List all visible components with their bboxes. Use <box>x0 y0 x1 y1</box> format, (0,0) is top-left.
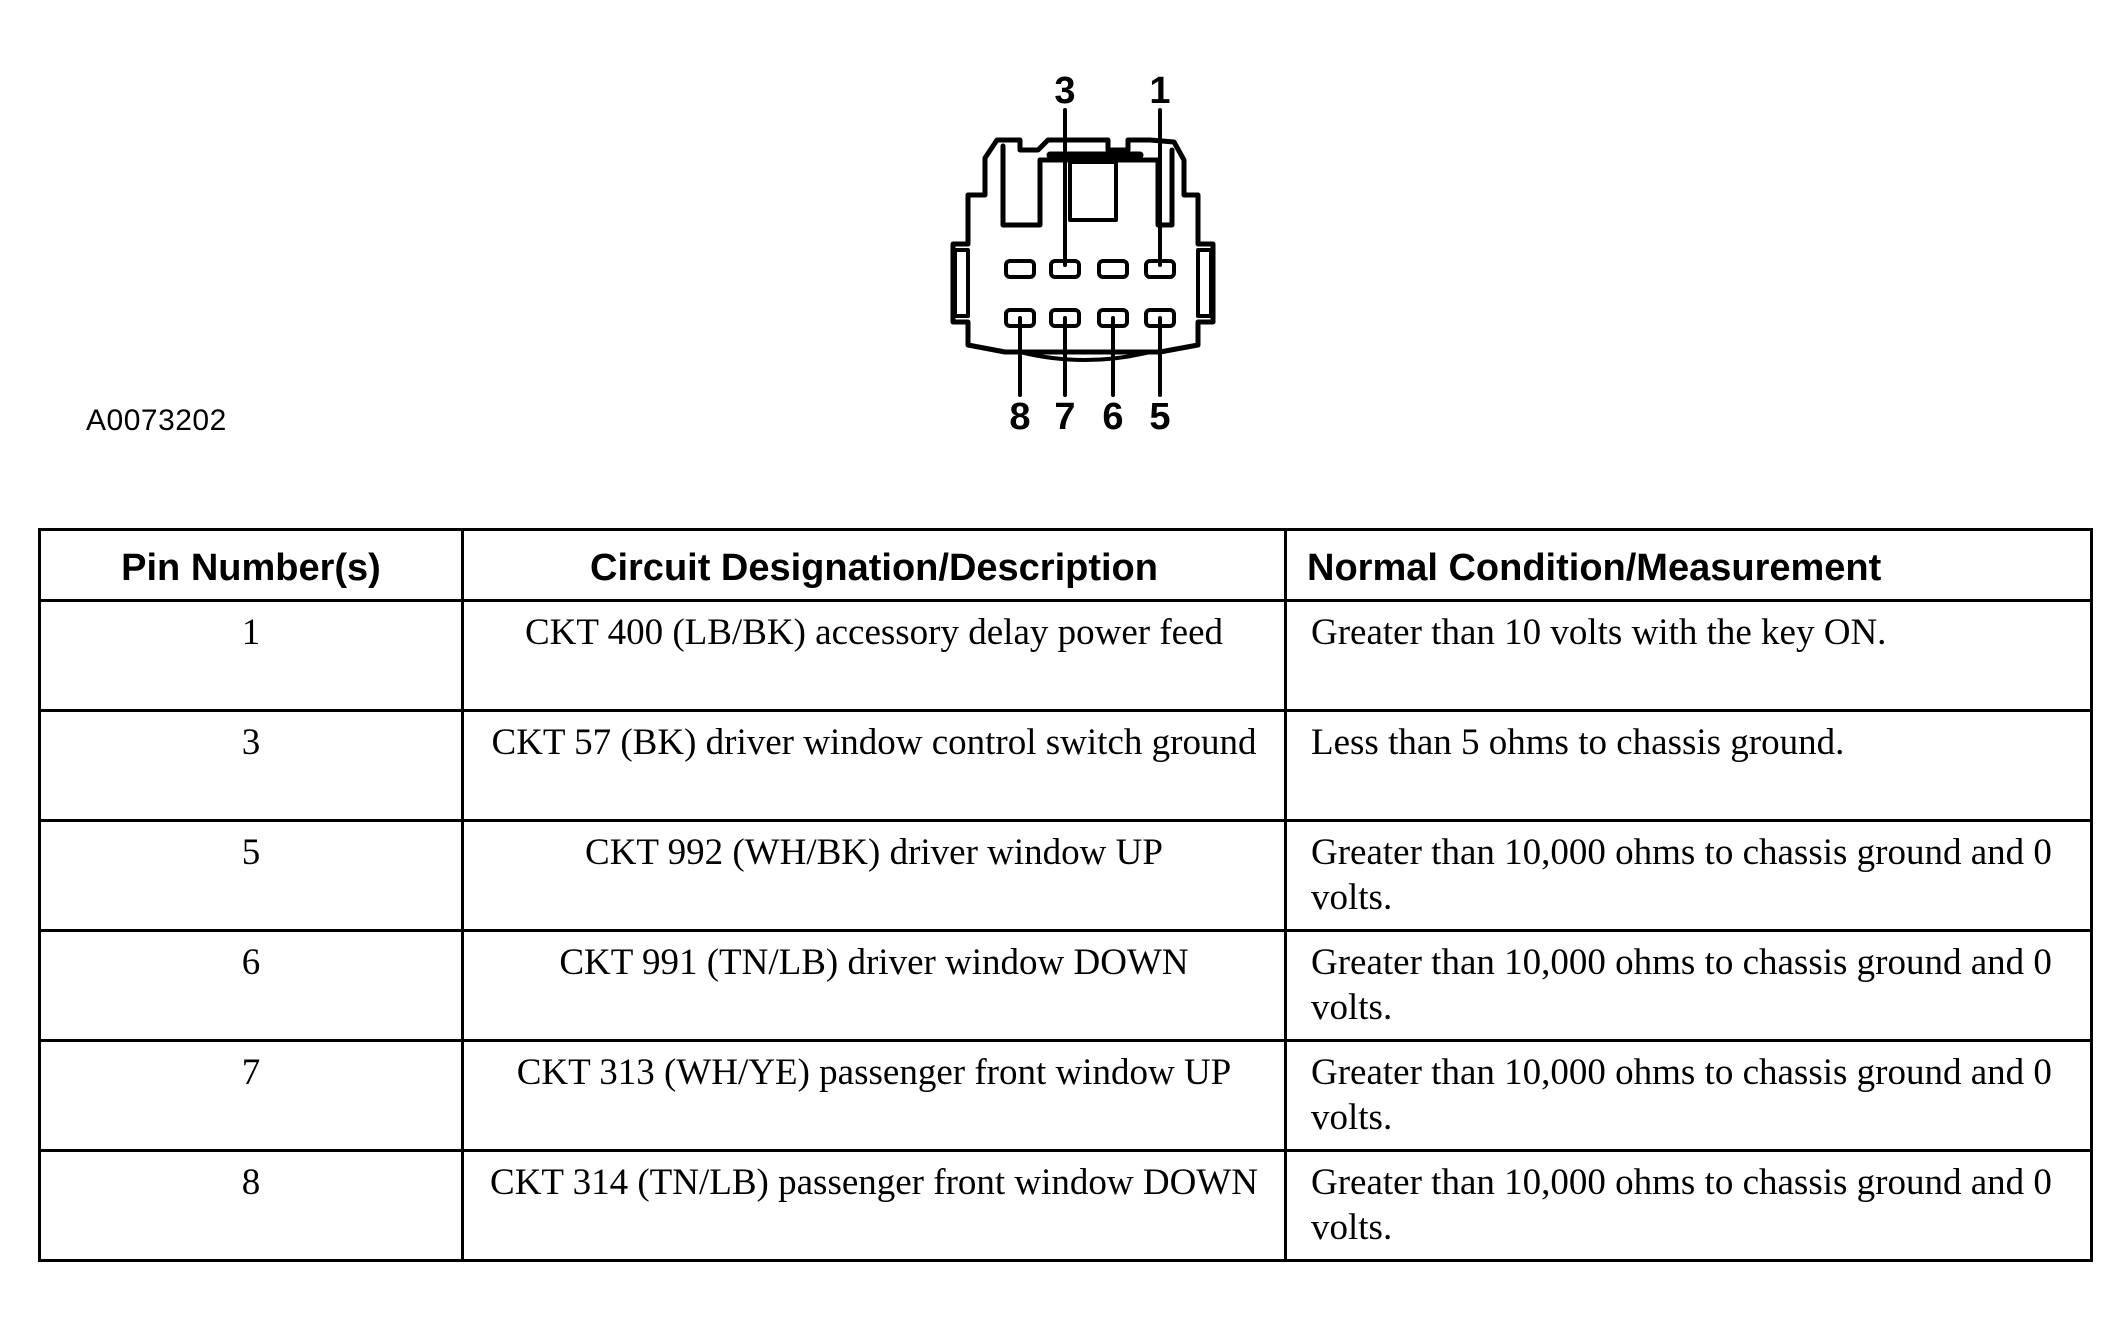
cell-description: CKT 57 (BK) driver window control switch ground <box>463 711 1286 821</box>
cavity-4 <box>1006 261 1034 277</box>
cell-pin: 3 <box>40 711 463 821</box>
right-lock-tab <box>1198 250 1211 316</box>
cell-pin: 8 <box>40 1151 463 1261</box>
pin-label-7: 7 <box>1054 396 1076 438</box>
cell-pin: 7 <box>40 1041 463 1151</box>
cell-measurement: Greater than 10,000 ohms to chassis ground and 0 volts. <box>1286 821 2092 931</box>
table-header-row <box>40 530 2092 601</box>
cell-measurement: Greater than 10 volts with the key ON. <box>1286 601 2092 711</box>
cell-measurement: Greater than 10,000 ohms to chassis ground and 0 volts. <box>1286 1151 2092 1261</box>
cell-pin: 6 <box>40 931 463 1041</box>
pin-label-5: 5 <box>1149 396 1171 438</box>
cavity-2 <box>1099 261 1127 277</box>
cell-description: CKT 991 (TN/LB) driver window DOWN <box>463 931 1286 1041</box>
cell-description: CKT 400 (LB/BK) accessory delay power feed <box>463 601 1286 711</box>
table-row <box>40 711 2092 821</box>
cell-description: CKT 314 (TN/LB) passenger front window DOWN <box>463 1151 1286 1261</box>
cell-pin: 1 <box>40 601 463 711</box>
table-row <box>40 1041 2092 1151</box>
table-row <box>40 1151 2092 1261</box>
table-row <box>40 821 2092 931</box>
header-circuit-description: Circuit Designation/Description <box>463 530 1286 601</box>
table-row <box>40 601 2092 711</box>
cell-measurement: Less than 5 ohms to chassis ground. <box>1286 711 2092 821</box>
cell-pin: 5 <box>40 821 463 931</box>
pin-label-3: 3 <box>1054 70 1076 112</box>
cell-measurement: Greater than 10,000 ohms to chassis ground and 0 volts. <box>1286 931 2092 1041</box>
cell-description: CKT 992 (WH/BK) driver window UP <box>463 821 1286 931</box>
latch-window <box>1070 162 1116 220</box>
cell-description: CKT 313 (WH/YE) passenger front window UP <box>463 1041 1286 1151</box>
cell-measurement: Greater than 10,000 ohms to chassis ground and 0 volts. <box>1286 1041 2092 1151</box>
pin-table <box>38 528 2093 1262</box>
pin-label-8: 8 <box>1009 396 1031 438</box>
left-lock-tab <box>955 250 968 316</box>
header-pin-numbers: Pin Number(s) <box>40 530 463 601</box>
header-normal-condition: Normal Condition/Measurement <box>1286 530 2092 601</box>
figure-code: A0073202 <box>86 404 227 437</box>
pin-label-6: 6 <box>1102 396 1124 438</box>
pin-label-1: 1 <box>1149 70 1171 112</box>
table-row <box>40 931 2092 1041</box>
connector-diagram <box>0 0 2124 470</box>
